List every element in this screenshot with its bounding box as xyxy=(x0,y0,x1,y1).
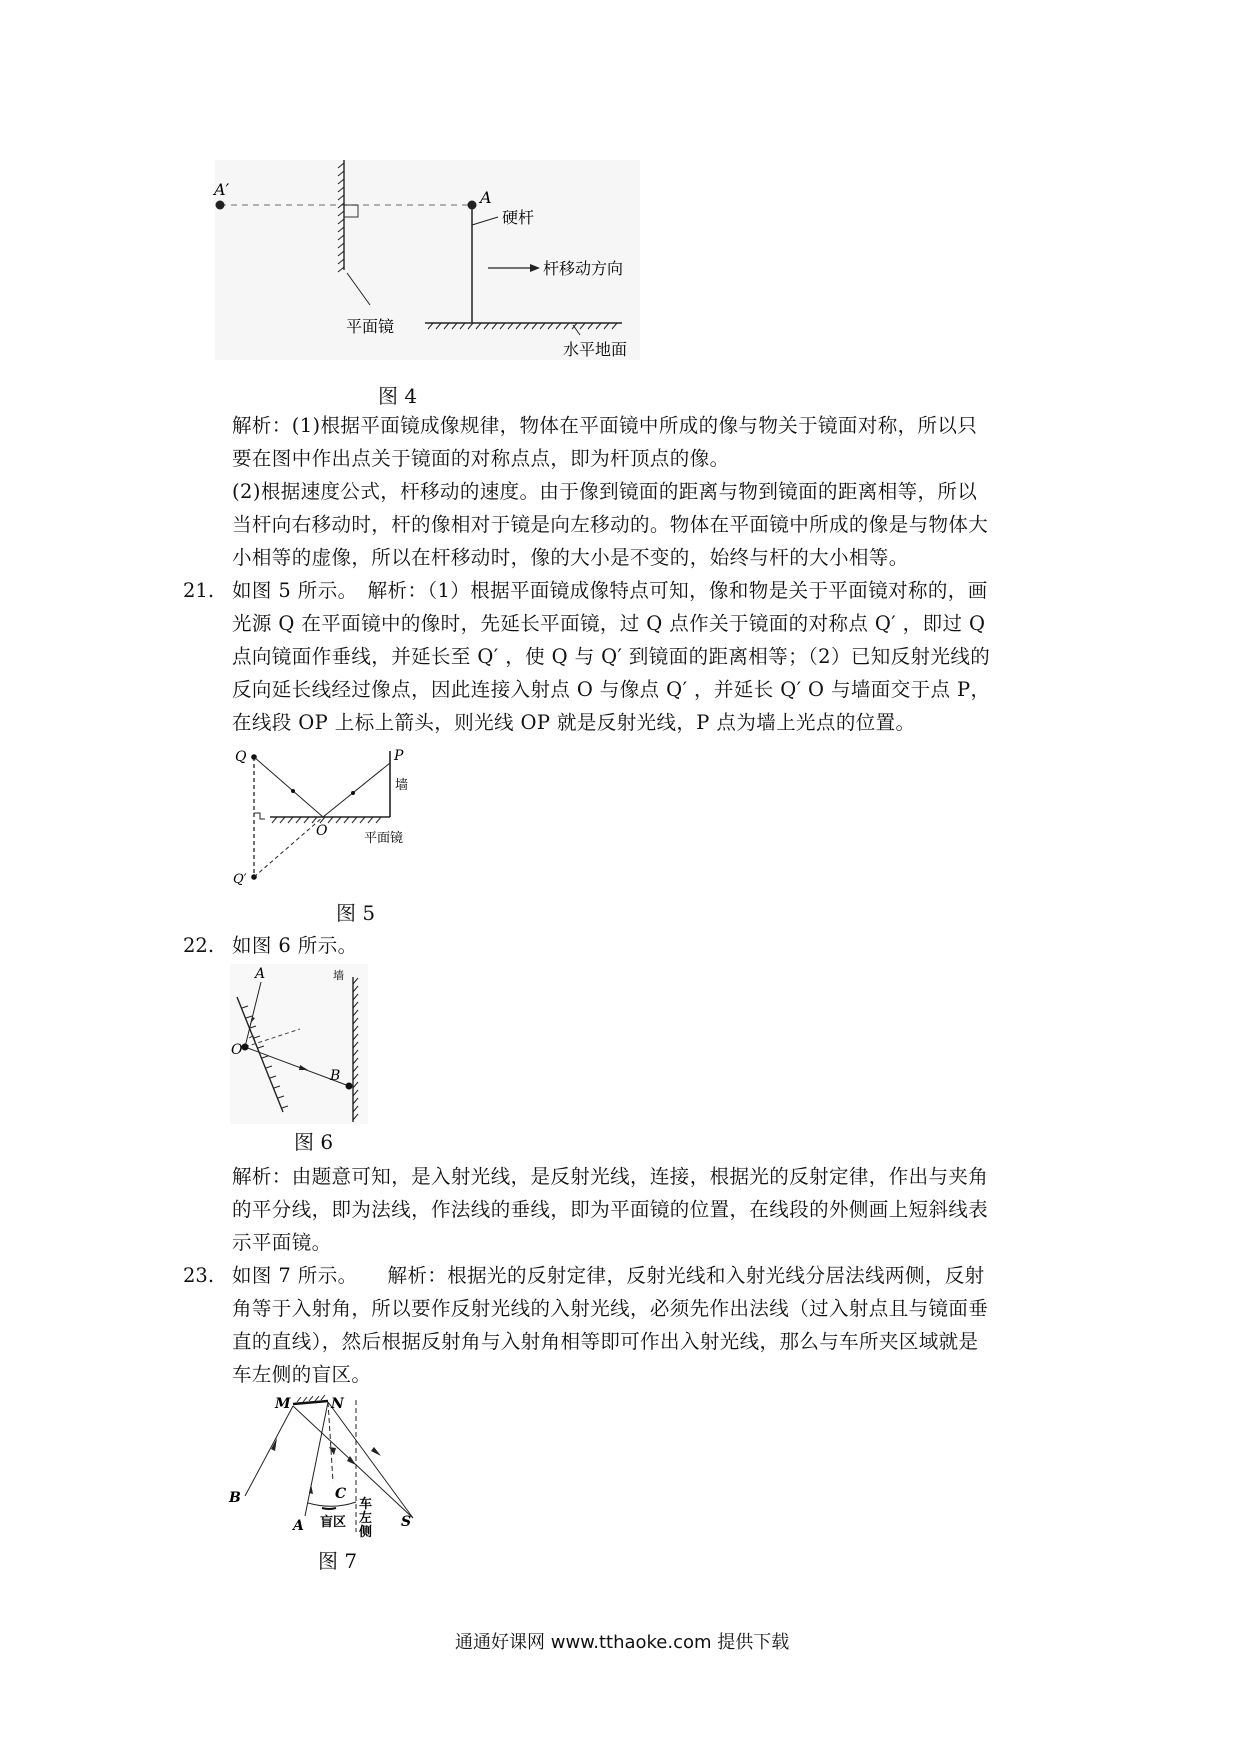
question-number: 22. xyxy=(183,934,215,957)
answer-line: 角等于入射角，所以要作反射光线的入射光线，必须先作出法线（过入射点且与镜面垂 xyxy=(232,1297,989,1320)
reflected-ray xyxy=(323,763,390,817)
label-p: P xyxy=(394,748,404,764)
point-a-prime xyxy=(216,201,225,210)
question-number: 21. xyxy=(183,579,215,602)
label-q-prime: Q′ xyxy=(233,872,247,885)
label-blind-zone: 盲区 xyxy=(320,1515,347,1530)
label-b: B xyxy=(229,1490,241,1506)
point-o xyxy=(242,1044,249,1051)
label-n: N xyxy=(331,1396,344,1412)
analysis-line: (2)根据速度公式，杆移动的速度。由于像到镜面的距离与物到镜面的距离相等，所以 xyxy=(232,480,978,503)
label-wall: 墙 xyxy=(333,969,344,982)
answer-line: 直的直线），然后根据反射角与入射角相等即可作出入射光线，那么与车所夹区域就是 xyxy=(232,1330,979,1353)
label-o: O xyxy=(231,1042,243,1058)
extension-dashed-line xyxy=(254,817,323,877)
label-wall: 墙 xyxy=(395,778,409,793)
figure-6-caption: 图 6 xyxy=(294,1130,334,1154)
analysis-line: 要在图中作出点关于镜面的对称点点，即为杆顶点的像。 xyxy=(232,447,730,470)
arrowhead-icon xyxy=(309,1484,313,1494)
answer-line: 光源 Q 在平面镜中的像时，先延长平面镜，过 Q 点作关于镜面的对称点 Q′ ，即过 Q xyxy=(232,612,986,635)
figure-4-diagram xyxy=(210,155,650,370)
right-angle-marker xyxy=(254,813,265,819)
figure-4-caption: 图 4 xyxy=(378,384,418,408)
figure-7-diagram xyxy=(225,1390,415,1540)
answer-line: 如图 6 所示。 xyxy=(232,934,358,957)
answer-line: 在线段 OP 上标上箭头，则光线 OP 就是反射光线，P 点为墙上光点的位置。 xyxy=(232,711,916,734)
arrow-marker xyxy=(291,789,295,793)
ray-b-m xyxy=(245,1406,293,1496)
label-a: A xyxy=(480,188,492,207)
label-b: B xyxy=(330,1068,341,1084)
arrow-marker xyxy=(351,791,355,795)
label-q: Q xyxy=(235,749,247,765)
arrowhead-icon xyxy=(371,1447,381,1456)
figure-6-diagram xyxy=(225,962,375,1132)
label-rod: 硬杆 xyxy=(502,208,535,227)
incident-ray xyxy=(254,757,323,817)
figure-5-caption: 图 5 xyxy=(336,901,376,925)
label-s: S xyxy=(401,1514,412,1530)
answer-line: 如图 7 所示。 解析：根据光的反射定律，反射光线和入射光线分居法线两侧，反射 xyxy=(232,1264,985,1287)
arrowhead-icon xyxy=(271,1438,277,1451)
side-mirror xyxy=(293,1395,328,1404)
arrowhead-icon xyxy=(329,1447,336,1455)
label-mirror: 平面镜 xyxy=(364,831,404,846)
label-a-prime: A′ xyxy=(214,180,230,199)
point-b xyxy=(346,1083,353,1090)
analysis-line: 当杆向右移动时，杆的像相对于镜是向左移动的。物体在平面镜中所成的像是与物体大 xyxy=(232,513,989,536)
label-a: A xyxy=(255,966,266,982)
ray-n-a xyxy=(305,1402,328,1516)
label-car-left: 车左侧 xyxy=(359,1497,373,1540)
analysis-line: 小相等的虚像，所以在杆移动时，像的大小是不变的，始终与杆的大小相等。 xyxy=(232,546,909,569)
answer-line: 车左侧的盲区。 xyxy=(232,1363,372,1386)
figure-7-caption: 图 7 xyxy=(318,1549,358,1573)
analysis-line: 解析：(1)根据平面镜成像规律，物体在平面镜中所成的像与物关于镜面对称，所以只 xyxy=(232,414,978,437)
footer-text: 通通好课网 www.tthaoke.com 提供下载 xyxy=(455,1632,790,1653)
analysis-line: 的平分线，即为法线，作法线的垂线，即为平面镜的位置，在线段的外侧画上短斜线表 xyxy=(232,1198,989,1221)
arc-mark xyxy=(322,1508,336,1509)
blind-zone-arc xyxy=(308,1502,356,1506)
figure-5-diagram xyxy=(230,745,420,885)
analysis-line: 解析：由题意可知，是入射光线，是反射光线，连接，根据光的反射定律，作出与夹角 xyxy=(232,1165,989,1188)
figure-6-background xyxy=(230,964,368,1124)
plane-mirror xyxy=(270,817,390,823)
question-number: 23. xyxy=(183,1264,215,1287)
label-ground: 水平地面 xyxy=(563,340,628,359)
label-mirror: 平面镜 xyxy=(346,317,395,336)
label-a: A xyxy=(293,1518,304,1534)
answer-line: 如图 5 所示。 解析：（1）根据平面镜成像特点可知，像和物是关于平面镜对称的，画 xyxy=(232,579,988,602)
label-direction: 杆移动方向 xyxy=(543,259,624,278)
label-o: O xyxy=(316,823,328,839)
label-m: M xyxy=(275,1396,291,1412)
label-c: C xyxy=(335,1486,347,1502)
answer-line: 点向镜面作垂线，并延长至 Q′ ，使 Q 与 Q′ 到镜面的距离相等；（2）已知反射光线的 xyxy=(232,645,991,668)
answer-line: 反向延长线经过像点，因此连接入射点 O 与像点 Q′ ，并延长 Q′ O 与墙面交于点 P， xyxy=(232,678,991,701)
analysis-line: 示平面镜。 xyxy=(232,1231,332,1254)
